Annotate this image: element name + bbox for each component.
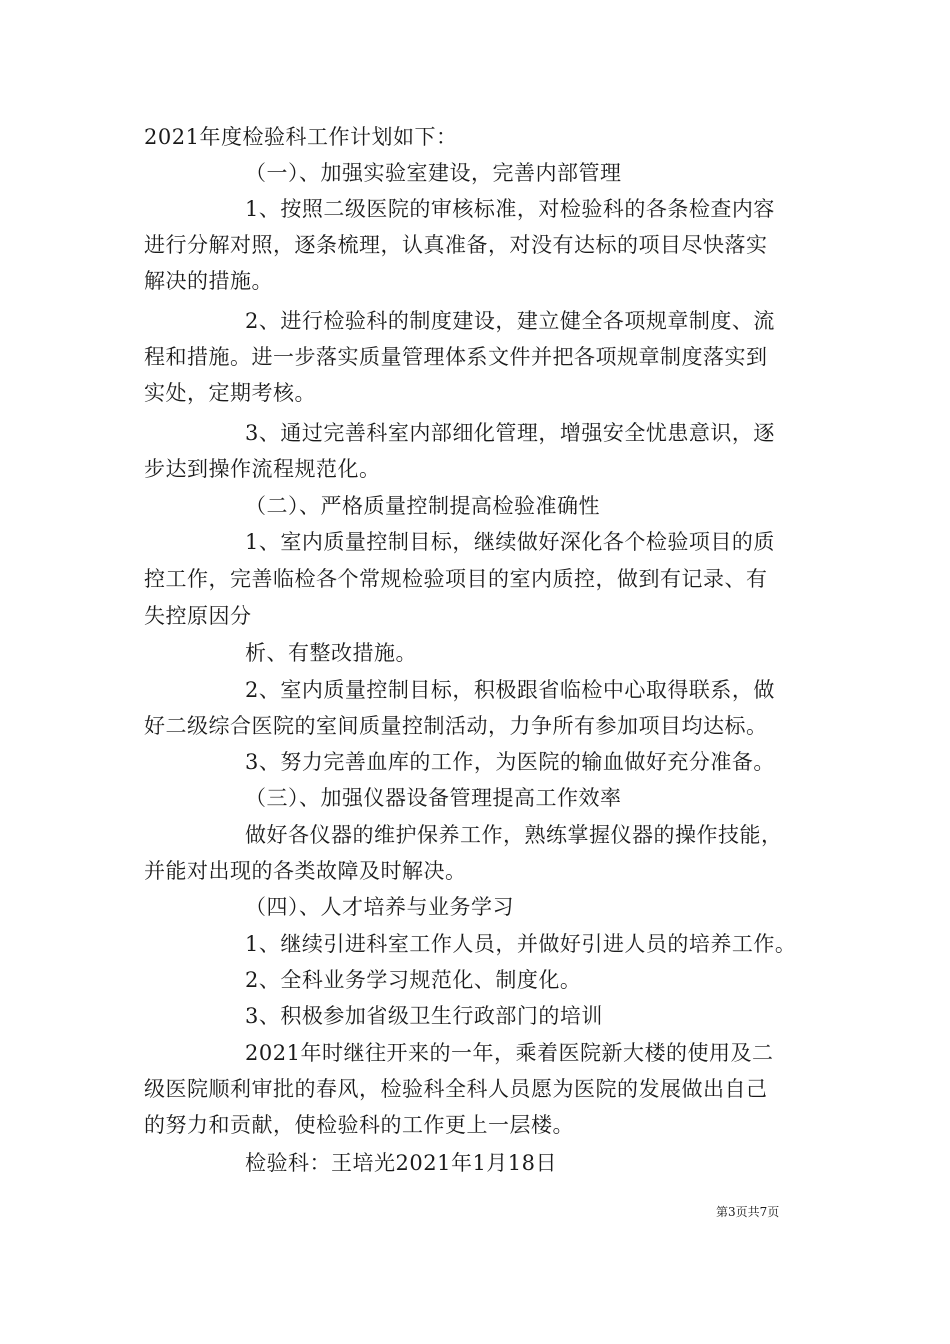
paragraph-line: 步达到操作流程规范化。 — [144, 457, 381, 481]
paragraph-line: 3、通过完善科室内部细化管理，增强安全忧患意识，逐 — [245, 421, 775, 445]
paragraph-line: 析、有整改措施。 — [245, 641, 417, 665]
section-heading-2: （二）、严格质量控制提高检验准确性 — [245, 494, 600, 518]
paragraph-line: 2021年时继往开来的一年，乘着医院新大楼的使用及二 — [245, 1041, 774, 1065]
paragraph-line: 解决的措施。 — [144, 269, 273, 293]
signature-line: 检验科：王培光2021年1月18日 — [245, 1151, 558, 1175]
section-heading-4: （四）、人才培养与业务学习 — [245, 895, 514, 919]
page-number: 第3页共7页 — [716, 1205, 780, 1219]
paragraph-line: 程和措施。进一步落实质量管理体系文件并把各项规章制度落实到 — [144, 345, 768, 369]
paragraph-line: 实处，定期考核。 — [144, 381, 316, 405]
paragraph-line: 做好各仪器的维护保养工作，熟练掌握仪器的操作技能， — [245, 823, 783, 847]
paragraph-line: 失控原因分 — [144, 604, 252, 628]
paragraph-line: 1、按照二级医院的审核标准，对检验科的各条检查内容 — [245, 197, 775, 221]
section-heading-1: （一）、加强实验室建设，完善内部管理 — [245, 161, 622, 185]
paragraph-line: 3、积极参加省级卫生行政部门的培训 — [245, 1004, 603, 1028]
paragraph-line: 的努力和贡献，使检验科的工作更上一层楼。 — [144, 1113, 574, 1137]
paragraph-line: 进行分解对照，逐条梳理，认真准备，对没有达标的项目尽快落实 — [144, 233, 768, 257]
paragraph-line: 并能对出现的各类故障及时解决。 — [144, 859, 467, 883]
paragraph-line: 3、努力完善血库的工作，为医院的输血做好充分准备。 — [245, 750, 775, 774]
paragraph-line: 控工作，完善临检各个常规检验项目的室内质控，做到有记录、有 — [144, 567, 768, 591]
paragraph-line: 2、全科业务学习规范化、制度化。 — [245, 968, 582, 992]
paragraph-line: 1、继续引进科室工作人员，并做好引进人员的培养工作。 — [245, 932, 797, 956]
paragraph-line: 2、进行检验科的制度建设，建立健全各项规章制度、流 — [245, 309, 775, 333]
paragraph-line: 好二级综合医院的室间质量控制活动，力争所有参加项目均达标。 — [144, 714, 768, 738]
section-heading-3: （三）、加强仪器设备管理提高工作效率 — [245, 786, 622, 810]
paragraph-line: 2、室内质量控制目标，积极跟省临检中心取得联系，做 — [245, 678, 775, 702]
intro-line: 2021年度检验科工作计划如下： — [144, 125, 458, 149]
paragraph-line: 级医院顺利审批的春风，检验科全科人员愿为医院的发展做出自己 — [144, 1077, 768, 1101]
paragraph-line: 1、室内质量控制目标，继续做好深化各个检验项目的质 — [245, 530, 775, 554]
